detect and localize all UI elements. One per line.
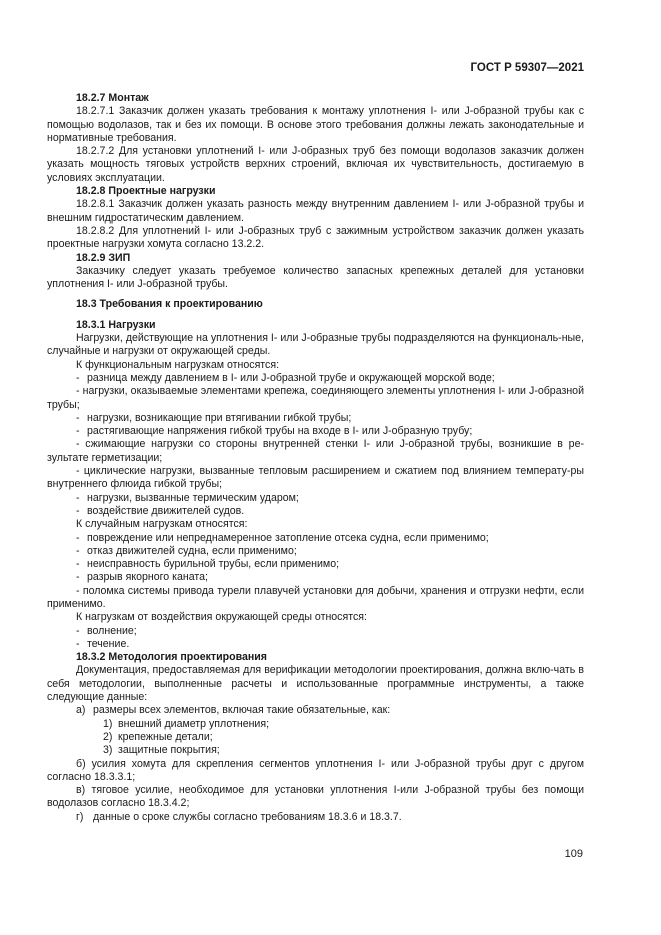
standard-header: ГОСТ Р 59307—2021 — [470, 62, 584, 74]
dash-marker: - — [76, 465, 80, 478]
paragraph-methodology: Документация, предоставляемая для верификации методологии проектирования, должна вклю-чать в себя методологии, выполненные расчеты и использованные программные инструменты, а также следующие данные: — [47, 664, 584, 704]
dash-marker: - — [76, 438, 80, 451]
dash-marker: - — [76, 584, 80, 597]
list-item: - поломка системы привода турели плавучей установки для добычи, хранения и отгрузки нефти, если применимо. — [47, 584, 584, 610]
paragraph-18-2-9: Заказчику следует указать требуемое количество запасных крепежных деталей для установки уплотнения I- или J-образной трубы. — [47, 264, 584, 291]
list-item: - циклические нагрузки, вызванные тепловым расширением и сжатием под влиянием температу-ры внутреннего флюида гибкой трубы; — [47, 465, 584, 491]
section-heading-18-3: 18.3 Требования к проектированию — [76, 298, 263, 311]
list-marker: 3) — [103, 744, 113, 757]
section-heading-18-2-9: 18.2.9 ЗИП — [76, 251, 131, 264]
dash-marker: - — [76, 411, 80, 424]
list-item: в) тяговое усилие, необходимое для установки уплотнения I-или J-образной трубы без помощи водолазов согласно 18.3.4.2; — [47, 784, 584, 810]
paragraph-18-2-8-1: 18.2.8.1 Заказчик должен указать разность между внутренним давлением I- или J-образной трубы и внешним гидростатическим давлением. — [47, 198, 584, 224]
document-body — [47, 92, 584, 824]
list-item: - растягивающие напряжения гибкой трубы на входе в I- или J-образную трубу; — [76, 425, 473, 438]
list-item: - нагрузки, оказываемые элементами крепежа, соединяющего элементы уплотнения I- или J-образной трубы; — [47, 385, 584, 411]
list-item: 3) защитные покрытия; — [103, 744, 220, 757]
list-item: - воздействие движителей судов. — [76, 504, 245, 517]
section-heading-18-3-2: 18.3.2 Методология проектирования — [76, 651, 267, 664]
section-heading-18-3-1: 18.3.1 Нагрузки — [76, 318, 156, 331]
list-item: - течение. — [76, 637, 130, 650]
list-marker: б) — [76, 757, 86, 770]
dash-marker: - — [76, 371, 80, 384]
list-item: - повреждение или непреднамеренное затопление отсека судна, если применимо; — [76, 531, 489, 544]
dash-marker: - — [76, 624, 80, 637]
dash-marker: - — [76, 531, 80, 544]
list-item: - волнение; — [76, 624, 137, 637]
paragraph-environmental-loads: К нагрузкам от воздействия окружающей среды относятся: — [76, 611, 367, 624]
list-item: - разница между давлением в I- или J-образной трубе и окружающей морской воде; — [76, 371, 495, 384]
dash-marker: - — [76, 491, 80, 504]
list-marker: г) — [76, 810, 84, 823]
dash-marker: - — [76, 544, 80, 557]
list-item: - отказ движителей судна, если применимо; — [76, 544, 297, 557]
list-item: 2) крепежные детали; — [103, 730, 213, 743]
dash-marker: - — [76, 637, 80, 650]
list-item: 1) внешний диаметр уплотнения; — [103, 717, 270, 730]
list-item: - сжимающие нагрузки со стороны внутренней стенки I- или J-образной трубы, возникшие в ре-зультате герметизации; — [47, 438, 584, 464]
paragraph-functional-loads: К функциональным нагрузкам относятся: — [76, 358, 280, 371]
section-heading-18-2-7: 18.2.7 Монтаж — [76, 92, 149, 104]
list-marker: 2) — [103, 730, 113, 743]
paragraph-18-2-7-2: 18.2.7.2 Для установки уплотнений I- или J-образных труб без помощи водолазов заказчик должен указать мощность тяговых устройств верхних строений, включая их чувствительность, достигаемую в условиях эксплуатации. — [47, 145, 584, 184]
list-item: - нагрузки, возникающие при втягивании гибкой трубы; — [76, 411, 352, 424]
list-item: - нагрузки, вызванные термическим ударом; — [76, 491, 299, 504]
paragraph-loads-intro: Нагрузки, действующие на уплотнения I- или J-образные трубы подразделяются на функциональ-ные, случайные и нагрузки от окружающей среды. — [47, 332, 584, 358]
paragraph-18-2-8-2: 18.2.8.2 Для уплотнений I- или J-образных труб с зажимным устройством заказчик должен указать проектные нагрузки хомута согласно 13.2.2. — [47, 224, 584, 251]
list-marker: а) — [76, 704, 86, 717]
paragraph-18-2-7-1: 18.2.7.1 Заказчик должен указать требования к монтажу уплотнения I- или J-образной трубы как с помощью водолазов, так и без их помощи. В основе этого требования должны лежать законодательные и нормативные требования. — [47, 105, 584, 144]
dash-marker: - — [76, 385, 80, 398]
dash-marker: - — [76, 504, 80, 517]
page-number: 109 — [564, 848, 583, 860]
list-item: - разрыв якорного каната; — [76, 571, 208, 584]
paragraph-accidental-loads: К случайным нагрузкам относятся: — [76, 518, 248, 531]
list-marker: в) — [76, 784, 86, 797]
dash-marker: - — [76, 425, 80, 438]
list-item: - неисправность бурильной трубы, если применимо; — [76, 558, 340, 571]
section-heading-18-2-8: 18.2.8 Проектные нагрузки — [76, 185, 216, 198]
dash-marker: - — [76, 571, 80, 584]
list-item: а) размеры всех элементов, включая такие обязательные, как: — [76, 704, 391, 717]
list-item: б) усилия хомута для скрепления сегментов уплотнения I- или J-образной трубы друг с другом согласно 18.3.3.1; — [47, 757, 584, 783]
list-item: г) данные о сроке службы согласно требованиям 18.3.6 и 18.3.7. — [76, 810, 402, 823]
dash-marker: - — [76, 558, 80, 571]
list-marker: 1) — [103, 717, 113, 730]
